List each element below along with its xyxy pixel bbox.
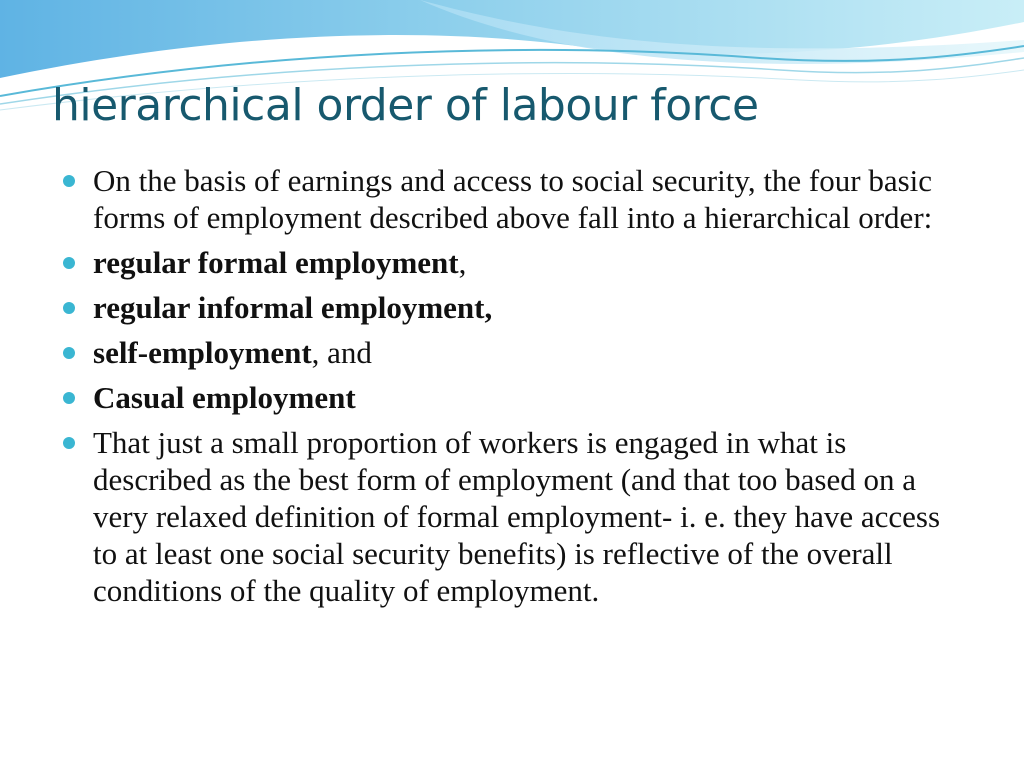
bullet-bold-text: self-employment [93,335,312,370]
bullet-dot-icon [63,392,75,404]
bullet-text: On the basis of earnings and access to social security, the four basic forms of employment described above fall into a hierarchical order: [93,163,933,235]
bullet-bold-text: regular informal employment, [93,290,493,325]
bullet-item [60,379,970,416]
bullet-bold-text: regular formal employment [93,245,459,280]
bullet-dot-icon [63,437,75,449]
slide-title: hierarchical order of labour force [52,80,759,131]
bullet-dot-icon [63,175,75,187]
bullet-item [60,289,970,326]
bullet-text: That just a small proportion of workers is engaged in what is described as the best form of employment (and that too based on a very relaxed definition of formal employment- i. e. they have access to at least one social security benefits) is reflective of the overall conditions of the quality of employment. [93,425,941,608]
bullet-dot-icon [63,302,75,314]
bullet-dot-icon [63,257,75,269]
bullet-list [60,162,970,617]
bullet-item [60,334,970,371]
bullet-item [60,162,970,236]
bullet-dot-icon [63,347,75,359]
bullet-item [60,244,970,281]
bullet-item [60,424,970,609]
bullet-text: , [458,245,467,280]
bullet-text: , and [311,335,372,370]
bullet-bold-text: Casual employment [93,380,356,415]
